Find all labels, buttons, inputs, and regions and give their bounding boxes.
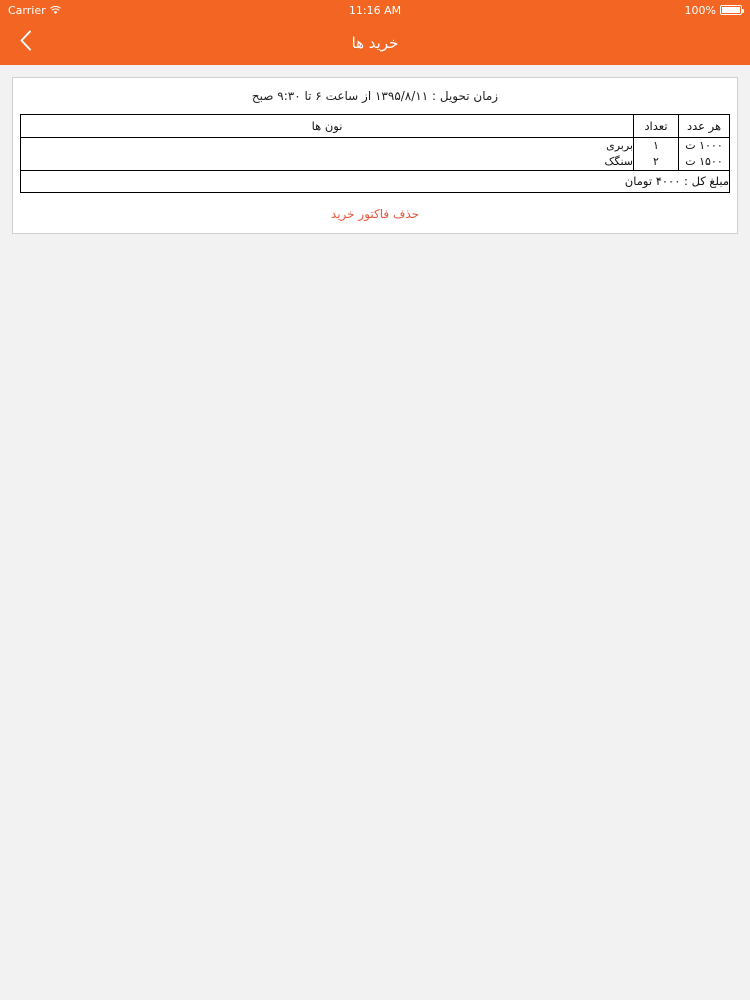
item-names-cell	[21, 138, 634, 171]
status-bar-right	[685, 4, 742, 17]
carrier-label: Carrier	[8, 3, 46, 17]
status-bar-left	[8, 4, 61, 17]
column-header-name: نون ها	[21, 115, 634, 138]
order-card	[12, 77, 738, 234]
chevron-left-icon	[20, 30, 32, 55]
column-header-count: تعداد	[634, 115, 679, 138]
list-item: ۱۰۰۰ ت	[685, 139, 723, 152]
back-button[interactable]	[14, 20, 38, 65]
total-row	[21, 170, 730, 192]
battery-fill	[722, 7, 740, 13]
navigation-bar	[0, 20, 750, 65]
wifi-icon	[50, 6, 61, 15]
column-header-unit-price: هر عدد	[679, 115, 730, 138]
status-bar-time: 11:16 AM	[348, 3, 402, 17]
list-item: ۱	[653, 139, 659, 152]
list-item: سنگک	[604, 154, 633, 168]
total-amount-label: مبلغ کل : ۴۰۰۰ تومان	[21, 170, 730, 192]
delivery-time-text: زمان تحویل : ۱۳۹۵/۸/۱۱ از ساعت ۶ تا ۹:۳۰ صبح	[251, 89, 499, 103]
list-item: بربری	[606, 139, 633, 152]
count-cell	[634, 138, 679, 171]
content-area	[0, 65, 750, 234]
delete-invoice-button[interactable]: حذف فاکتور خرید	[330, 206, 420, 221]
list-item: ۱۵۰۰ ت	[685, 154, 723, 168]
list-item: ۲	[653, 154, 659, 168]
table-row	[21, 138, 730, 171]
order-items-table	[20, 114, 730, 193]
battery-percent-label: 100%	[684, 3, 716, 17]
table-header-row	[21, 115, 730, 138]
page-title: خرید ها	[351, 33, 399, 52]
status-bar	[0, 0, 750, 20]
unit-price-cell	[679, 138, 730, 171]
battery-icon	[720, 5, 742, 15]
